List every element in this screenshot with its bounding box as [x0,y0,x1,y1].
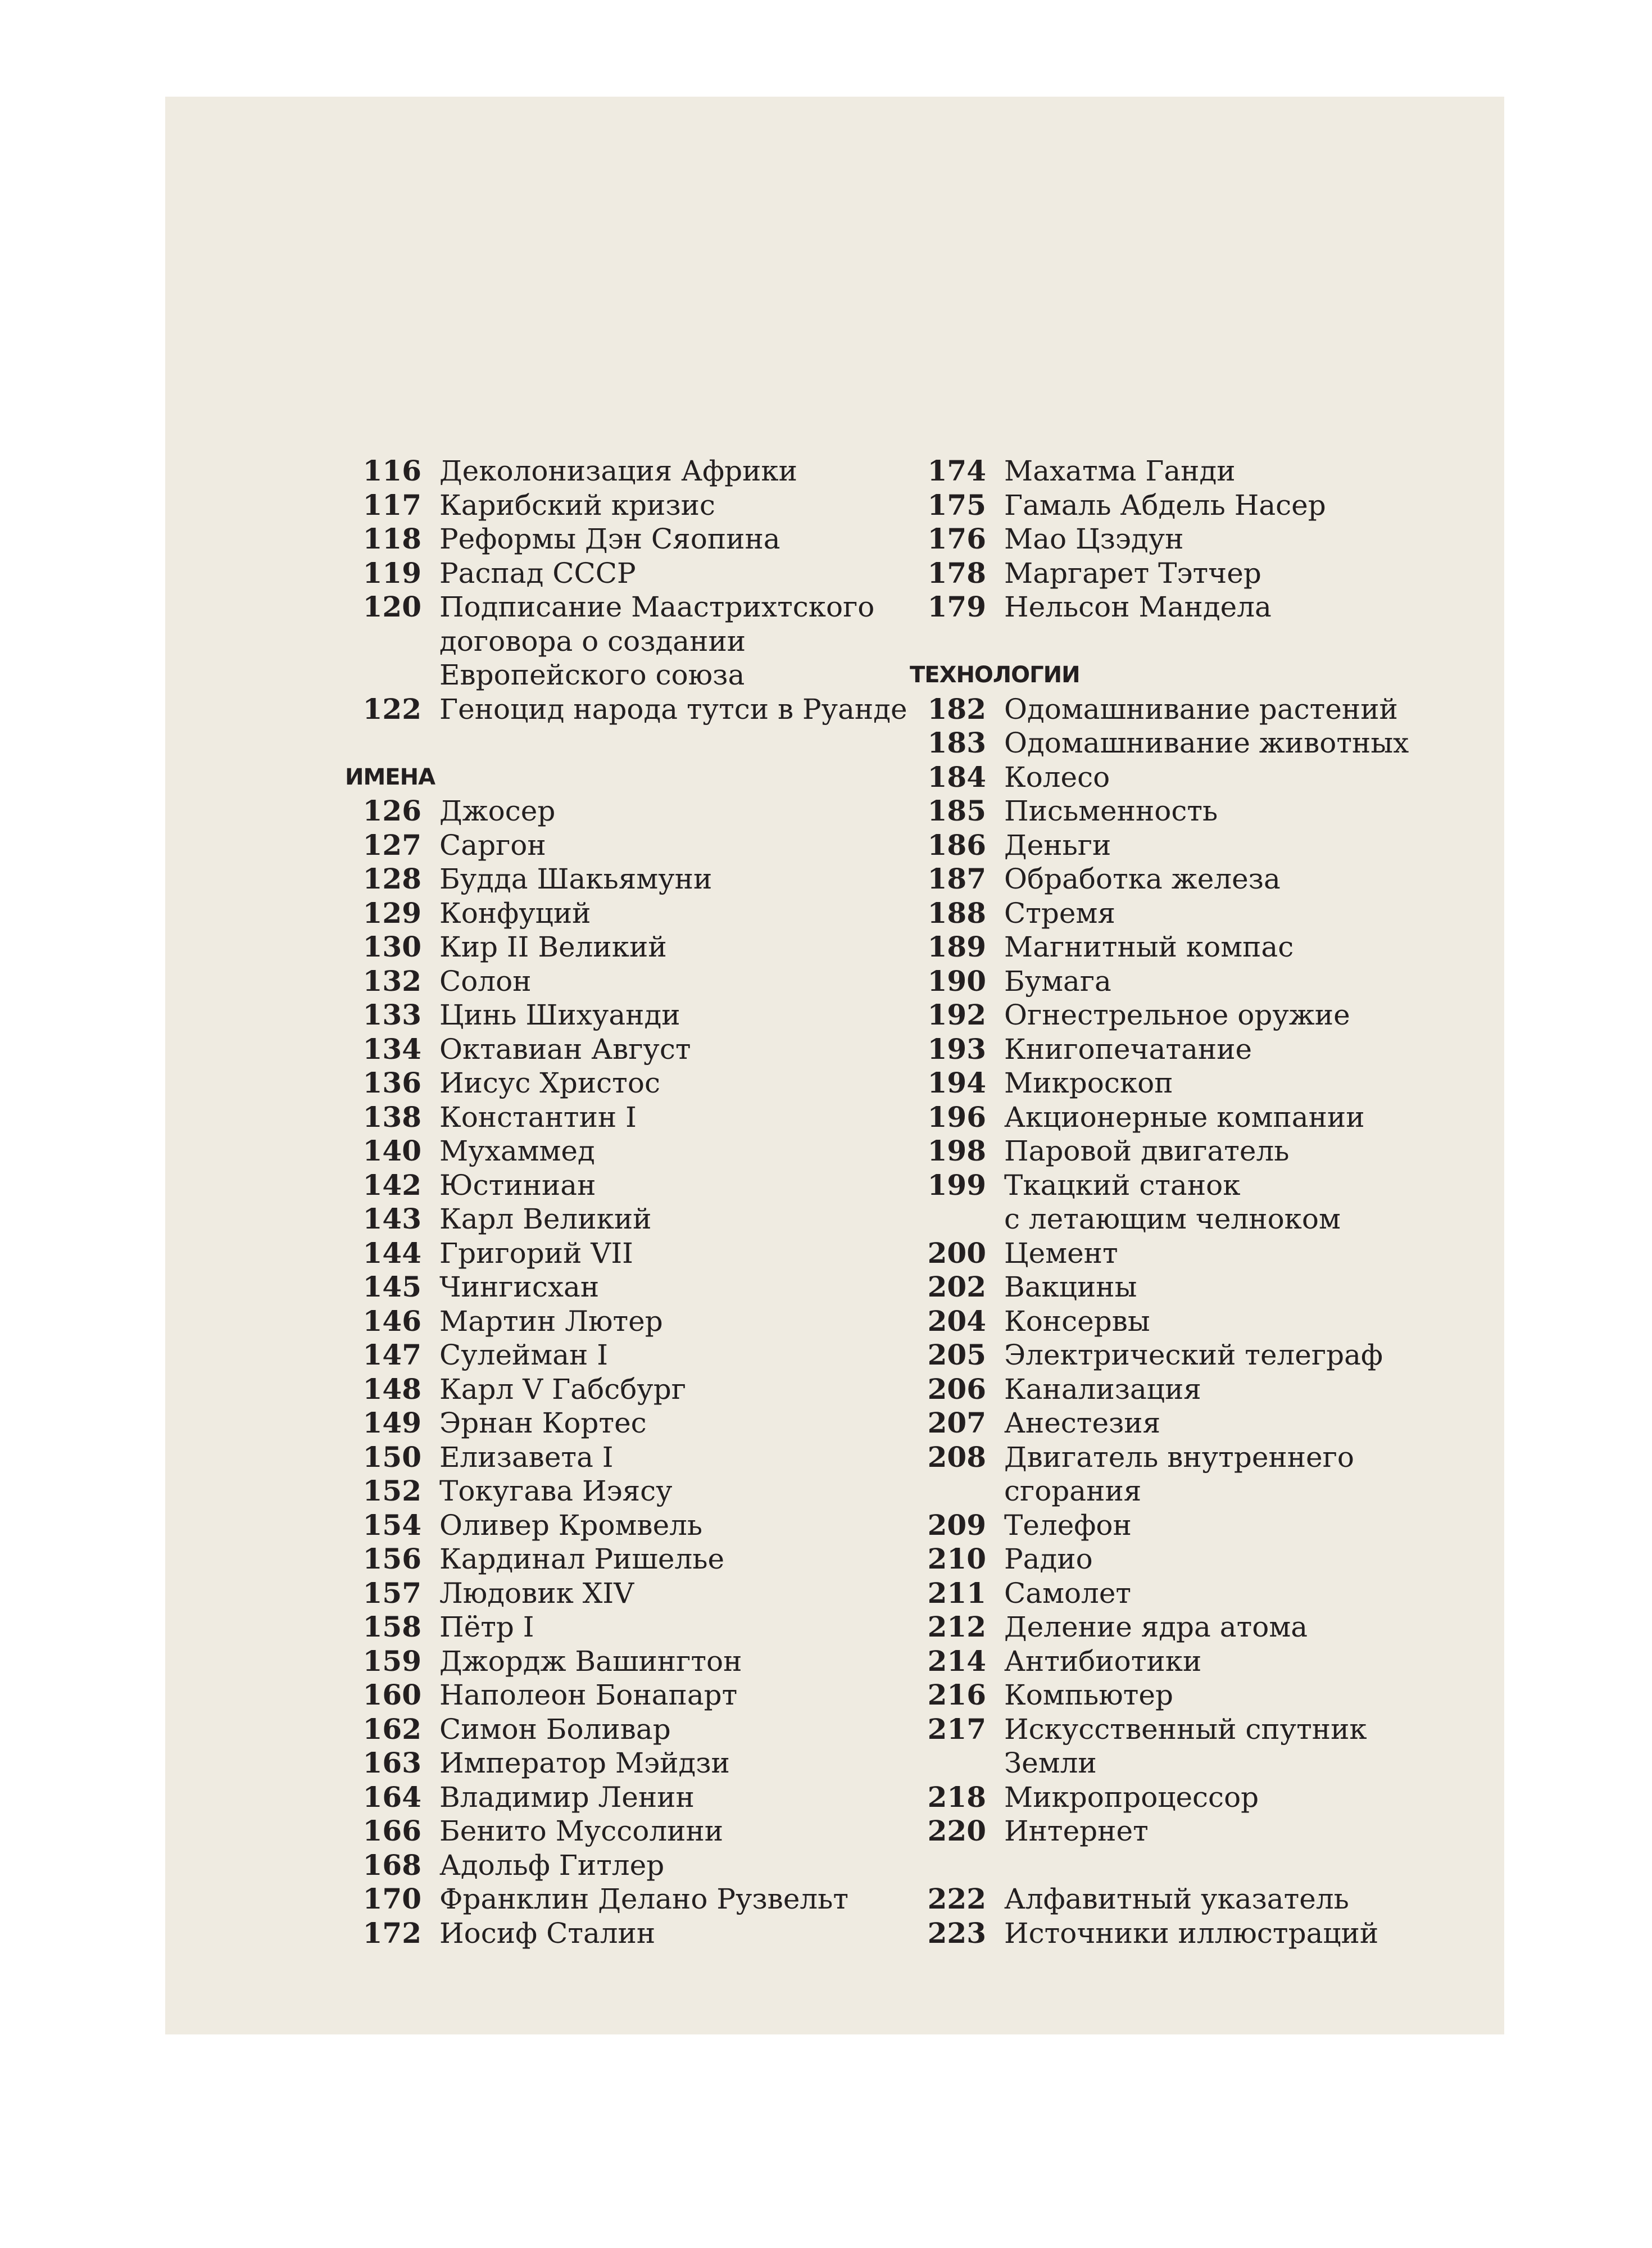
toc-entry [913,1882,1481,1916]
toc-page-number: 148 [362,1372,421,1406]
toc-page-number: 192 [927,998,986,1031]
toc-entry-title: Константин I [439,1100,637,1134]
toc-entry-title: Письменность [1004,795,1218,827]
toc-page-number: 126 [362,794,421,827]
toc-entry-title: Мухаммед [439,1135,595,1167]
toc-entry [913,692,1481,727]
toc-entry-title: Книгопечатание [1004,1032,1252,1066]
section-heading-technologies: ТЕХНОЛОГИИ [910,662,1080,688]
toc-page-number: 143 [362,1202,421,1235]
toc-entry [913,930,1481,964]
toc-entry-title: Оливер Кромвель [439,1508,703,1542]
toc-page-number: 202 [927,1270,986,1303]
toc-page-number: 138 [362,1100,421,1134]
toc-entry-title: Интернет [1004,1815,1149,1847]
toc-page-number: 223 [927,1916,986,1950]
toc-entry-title: Григорий VII [439,1236,633,1270]
toc-entry [348,1304,916,1339]
toc-entry-title: Ткацкий станок с летающим челноком [1004,1168,1341,1235]
toc-entry-title: Деление ядра атома [1004,1611,1308,1643]
toc-entry-title: Микропроцессор [1004,1780,1259,1814]
toc-column-right [910,454,1481,1950]
toc-entry-title: Антибиотики [1004,1644,1202,1678]
toc-entry-title: Людовик XIV [439,1576,634,1610]
toc-entry-title: Эрнан Кортес [439,1407,647,1439]
toc-entry [913,1032,1481,1067]
toc-entry-title: Стремя [1004,896,1115,930]
toc-entry-title: Огнестрельное оружие [1004,999,1350,1031]
toc-entry [913,1440,1481,1508]
toc-entry-title: Паровой двигатель [1004,1135,1290,1167]
toc-entry [913,998,1481,1032]
toc-page-number: 207 [927,1406,986,1439]
toc-entry [348,1916,916,1951]
toc-page-number: 168 [362,1848,421,1882]
toc-entry-title: Кардинал Ришелье [439,1543,725,1575]
toc-entry [348,1542,916,1576]
toc-entry-title: Джосер [439,795,556,827]
toc-entry [348,454,916,488]
toc-page-number: 174 [927,454,986,487]
toc-page-number: 118 [362,522,421,555]
spacer [913,624,1481,659]
toc-page-number: 182 [927,692,986,726]
toc-entry [348,1780,916,1815]
toc-page-number: 194 [927,1066,986,1099]
toc-page-number: 189 [927,930,986,963]
toc-page-number: 217 [927,1712,986,1746]
toc-entry-title: Махатма Ганди [1004,455,1236,487]
toc-entry-title: Симон Боливар [439,1712,671,1746]
toc-entry-title: Император Мэйдзи [439,1747,730,1779]
toc-page-number: 206 [927,1372,986,1406]
toc-entry-title: Реформы Дэн Сяопина [439,523,780,555]
toc-page-number: 178 [927,556,986,590]
toc-entry-title: Конфуций [439,896,591,930]
toc-entry [913,828,1481,863]
toc-entry-title: Иисус Христос [439,1067,660,1099]
toc-page-number: 132 [362,964,421,998]
toc-entry-title: Геноцид народа тутси в Руанде [439,692,907,726]
toc-entry-title: Мартин Лютер [439,1304,663,1338]
toc-entry [348,1066,916,1100]
toc-page-number: 164 [362,1780,421,1814]
toc-entry-title: Одомашнивание животных [1004,727,1409,759]
toc-group-technologies [913,692,1481,1848]
toc-entry [913,1542,1481,1576]
toc-entry-title: Чингисхан [439,1271,600,1303]
toc-group-leaders [913,454,1481,624]
toc-entry [913,726,1481,760]
toc-entry-title: Солон [439,964,532,998]
toc-entry-title: Цемент [1004,1236,1118,1270]
toc-entry [348,1678,916,1712]
toc-page-number: 156 [362,1542,421,1575]
toc-entry-title: Источники иллюстраций [1004,1916,1379,1950]
toc-page-number: 122 [362,692,421,726]
toc-entry [913,556,1481,591]
toc-entry [913,1236,1481,1271]
toc-entry-title: Обработка железа [1004,863,1281,895]
toc-entry-title: Наполеон Бонапарт [439,1679,738,1711]
toc-page-number: 158 [362,1610,421,1643]
toc-page-number: 179 [927,590,986,623]
toc-entry [913,454,1481,488]
toc-group-names [348,794,916,1950]
toc-entry [913,1780,1481,1815]
toc-entry-title: Распад СССР [439,556,636,590]
toc-entry [913,1066,1481,1100]
toc-entry [913,488,1481,523]
toc-entry [913,590,1481,624]
toc-entry [348,1474,916,1508]
toc-page-number: 209 [927,1508,986,1542]
toc-entry-title: Франклин Делано Рузвельт [439,1883,849,1915]
toc-column-left [345,454,916,1950]
toc-entry [913,1916,1481,1951]
toc-entry-title: Джордж Вашингтон [439,1644,742,1678]
toc-entry-title: Электрический телеграф [1004,1339,1383,1371]
toc-entry-title: Алфавитный указатель [1004,1883,1349,1915]
toc-page-number: 205 [927,1338,986,1371]
toc-entry [348,930,916,964]
toc-entry-title: Двигатель внутреннего сгорания [1004,1440,1354,1507]
toc-entry-title: Будда Шакьямуни [439,863,712,895]
toc-page-number: 116 [362,454,421,487]
toc-entry-title: Подписание Маастрихтского договора о создании Европейского союза [439,591,875,691]
toc-entry-title: Карл Великий [439,1203,652,1235]
toc-page-number: 150 [362,1440,421,1474]
toc-entry-title: Карибский кризис [439,488,715,522]
toc-entry [348,862,916,896]
toc-page-number: 186 [927,828,986,862]
toc-page-number: 159 [362,1644,421,1678]
toc-entry [348,1882,916,1916]
toc-entry-title: Пётр I [439,1611,534,1643]
toc-page-number: 154 [362,1508,421,1542]
toc-page-number: 136 [362,1066,421,1099]
toc-page-number: 211 [927,1576,986,1610]
toc-entry-title: Деколонизация Африки [439,455,798,487]
toc-entry [348,964,916,999]
toc-entry-title: Карл V Габсбург [439,1372,686,1406]
toc-entry [348,1372,916,1407]
toc-entry [348,1406,916,1440]
toc-page-number: 222 [927,1882,986,1915]
toc-entry [348,1134,916,1168]
toc-page-number: 172 [362,1916,421,1950]
toc-entry [913,1338,1481,1372]
toc-entry-title: Владимир Ленин [439,1780,695,1814]
toc-entry [348,1848,916,1883]
toc-entry [913,1678,1481,1712]
toc-entry [348,1746,916,1780]
toc-page-number: 184 [927,760,986,794]
toc-page-number: 147 [362,1338,421,1371]
toc-entry [348,488,916,523]
toc-entry [913,1712,1481,1780]
toc-page-number: 170 [362,1882,421,1915]
toc-entry [348,828,916,863]
toc-page-number: 130 [362,930,421,963]
toc-entry [913,1406,1481,1440]
toc-page-number: 212 [927,1610,986,1643]
toc-entry [348,998,916,1032]
toc-entry [348,1644,916,1679]
toc-page-number: 204 [927,1304,986,1338]
toc-entry [913,1576,1481,1611]
toc-entry [913,522,1481,556]
toc-page-number: 120 [362,590,421,623]
toc-page-number: 127 [362,828,421,862]
toc-entry [348,1610,916,1644]
toc-page-number: 162 [362,1712,421,1746]
toc-entry [348,1202,916,1236]
toc-entry-title: Елизавета I [439,1440,614,1474]
toc-entry-title: Адольф Гитлер [439,1848,665,1882]
toc-page-number: 129 [362,896,421,930]
toc-entry [913,1610,1481,1644]
toc-entry-title: Сулейман I [439,1339,609,1371]
toc-entry-title: Цинь Шихуанди [439,999,680,1031]
toc-page-number: 193 [927,1032,986,1066]
toc-entry [913,1270,1481,1304]
toc-page-number: 146 [362,1304,421,1338]
toc-entry [348,1440,916,1475]
toc-page-number: 196 [927,1100,986,1134]
toc-entry-title: Гамаль Абдель Насер [1004,488,1326,522]
toc-entry-title: Бумага [1004,964,1111,998]
toc-entry-title: Деньги [1004,828,1111,862]
toc-entry [913,1644,1481,1679]
toc-entry-title: Кир II Великий [439,931,667,963]
toc-entry-title: Компьютер [1004,1679,1174,1711]
toc-entry [348,590,916,692]
toc-group-appendix [913,1882,1481,1950]
toc-group-events [348,454,916,726]
toc-entry [348,556,916,591]
toc-page-number: 176 [927,522,986,555]
toc-page-number: 188 [927,896,986,930]
toc-page-number: 216 [927,1678,986,1711]
toc-entry [913,862,1481,896]
toc-page-number: 128 [362,862,421,895]
toc-entry-title: Искусственный спутник Земли [1004,1712,1367,1779]
toc-page-number: 218 [927,1780,986,1814]
toc-entry-title: Микроскоп [1004,1067,1173,1099]
toc-entry-title: Колесо [1004,760,1110,794]
toc-entry [348,1338,916,1372]
toc-entry-title: Одомашнивание растений [1004,692,1398,726]
toc-entry-title: Вакцины [1004,1271,1137,1303]
toc-entry [913,1168,1481,1236]
toc-entry-title: Юстиниан [439,1168,596,1202]
toc-entry [913,964,1481,999]
toc-entry [348,522,916,556]
toc-entry [913,1304,1481,1339]
toc-page-number: 220 [927,1814,986,1847]
toc-page-number: 210 [927,1542,986,1575]
toc-entry [913,1372,1481,1407]
toc-entry-title: Саргон [439,828,546,862]
toc-entry-title: Нельсон Мандела [1004,591,1272,623]
toc-page-number: 190 [927,964,986,998]
toc-entry [348,1576,916,1611]
toc-entry [348,896,916,931]
toc-entry [913,760,1481,795]
toc-entry [348,692,916,727]
toc-entry [348,1236,916,1271]
toc-page-number: 133 [362,998,421,1031]
toc-entry-title: Магнитный компас [1004,931,1294,963]
toc-entry [348,1100,916,1135]
toc-entry [348,794,916,828]
toc-entry-title: Мао Цзэдун [1004,523,1184,555]
toc-entry-title: Бенито Муссолини [439,1815,724,1847]
toc-entry-title: Радио [1004,1543,1093,1575]
toc-entry-title: Консервы [1004,1304,1150,1338]
toc-page-number: 117 [362,488,421,522]
toc-entry [348,1712,916,1747]
toc-entry [348,1032,916,1067]
toc-entry-title: Акционерные компании [1004,1100,1365,1134]
toc-page-number: 142 [362,1168,421,1202]
toc-entry [913,1134,1481,1168]
toc-entry-title: Анестезия [1004,1407,1161,1439]
toc-page-number: 214 [927,1644,986,1678]
toc-page-number: 198 [927,1134,986,1167]
toc-entry [348,1168,916,1203]
toc-page-number: 145 [362,1270,421,1303]
toc-entry-title: Телефон [1004,1508,1132,1542]
toc-entry [913,896,1481,931]
spacer [913,1848,1481,1883]
toc-page-number: 144 [362,1236,421,1270]
toc-entry-title: Маргарет Тэтчер [1004,556,1261,590]
toc-entry [348,1814,916,1848]
toc-page-number: 134 [362,1032,421,1066]
toc-page-number: 149 [362,1406,421,1439]
toc-entry [913,1100,1481,1135]
toc-page-number: 183 [927,726,986,759]
toc-entry-title: Канализация [1004,1372,1201,1406]
toc-page-number: 185 [927,794,986,827]
toc-page-number: 157 [362,1576,421,1610]
toc-entry [348,1508,916,1543]
toc-entry-title: Токугава Иэясу [439,1475,673,1507]
toc-entry-title: Самолет [1004,1576,1132,1610]
toc-page-number: 199 [927,1168,986,1202]
toc-page-number: 208 [927,1440,986,1474]
toc-page-number: 140 [362,1134,421,1167]
toc-page-number: 175 [927,488,986,522]
toc-page-number: 119 [362,556,421,590]
toc-page-number: 166 [362,1814,421,1847]
toc-entry [913,1508,1481,1543]
toc-entry [913,1814,1481,1848]
toc-page-number: 163 [362,1746,421,1779]
toc-page-number: 152 [362,1474,421,1507]
toc-page-number: 160 [362,1678,421,1711]
toc-page-number: 187 [927,862,986,895]
toc-entry-title: Иосиф Сталин [439,1916,656,1950]
toc-entry-title: Октавиан Август [439,1032,691,1066]
toc-entry [913,794,1481,828]
section-heading-names: ИМЕНА [345,764,435,790]
toc-page-number: 200 [927,1236,986,1270]
spacer [348,726,916,760]
toc-entry [348,1270,916,1304]
